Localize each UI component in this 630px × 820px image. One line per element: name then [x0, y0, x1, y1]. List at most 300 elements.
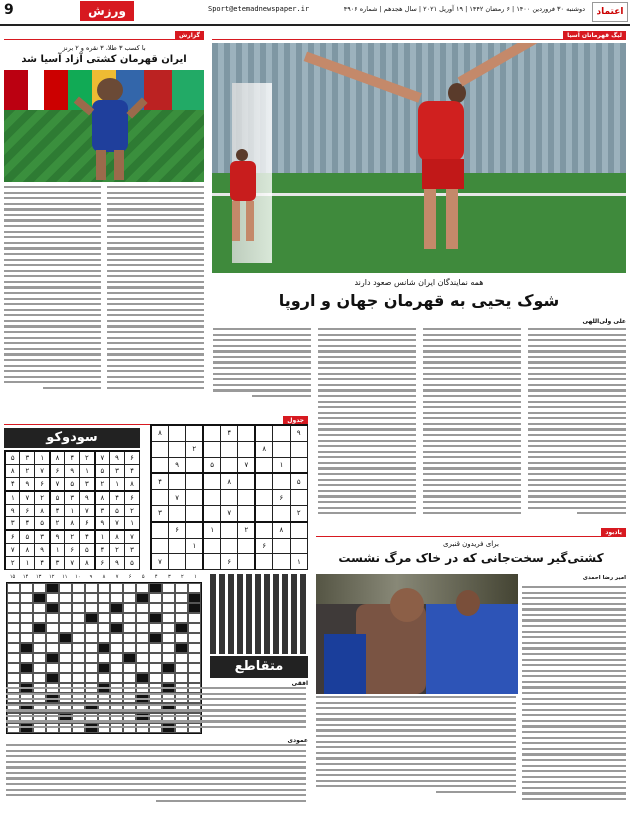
solution-cell: ۲: [110, 544, 125, 557]
solution-cell: ۵: [110, 504, 125, 517]
crossword-cell[interactable]: [175, 583, 188, 593]
sudoku-cell[interactable]: [238, 425, 255, 441]
crossword-column-number: ۱۵: [9, 574, 16, 580]
horizontal-clues: [6, 687, 306, 737]
solution-cell: ۸: [50, 451, 65, 464]
sudoku-cell: ۸: [221, 473, 238, 489]
solution-cell: ۹: [5, 504, 20, 517]
crossword-cell[interactable]: [46, 643, 59, 653]
solution-cell: ۲: [95, 477, 110, 490]
sudoku-cell[interactable]: [255, 505, 272, 521]
crossword-cell[interactable]: [7, 623, 20, 633]
crossword-cell[interactable]: [59, 653, 72, 663]
sudoku-title: سودوکو: [4, 428, 140, 448]
sudoku-cell[interactable]: [255, 457, 272, 473]
sudoku-cell[interactable]: [273, 554, 290, 570]
crossword-column-number: ۵: [141, 574, 145, 580]
crossword-column-number: ۱۰: [75, 574, 81, 580]
crossword-cell[interactable]: [59, 643, 72, 653]
sudoku-cell: ۴: [221, 425, 238, 441]
solution-cell: ۱: [125, 517, 140, 530]
crossword-black-cell: [175, 623, 188, 633]
solution-cell: ۷: [35, 464, 50, 477]
crossword-cell[interactable]: [175, 613, 188, 623]
solution-cell: ۵: [20, 530, 35, 543]
crossword-cell[interactable]: [149, 593, 162, 603]
sudoku-cell: ۹: [168, 457, 185, 473]
main-article-col-4: [213, 328, 311, 401]
crossword-cell[interactable]: [149, 623, 162, 633]
wrestler-photo: [4, 70, 204, 182]
sudoku-cell: ۸: [255, 441, 272, 457]
crossword-cell[interactable]: [33, 643, 46, 653]
solution-cell: ۳: [5, 517, 20, 530]
solution-cell: ۶: [80, 517, 95, 530]
football-photo: [212, 43, 626, 273]
crossword-cell[interactable]: [46, 663, 59, 673]
sudoku-cell[interactable]: [238, 441, 255, 457]
crossword-black-cell: [149, 613, 162, 623]
horizontal-clues-title: افقی: [291, 680, 308, 687]
crossword-cell[interactable]: [33, 613, 46, 623]
section-label: ورزش: [80, 1, 134, 21]
page-number: 9: [4, 2, 14, 18]
crossword-cell[interactable]: [72, 643, 85, 653]
solution-cell: ۵: [95, 464, 110, 477]
solution-cell: ۳: [50, 557, 65, 570]
crossword-cell[interactable]: [162, 613, 175, 623]
crossword-cell[interactable]: [110, 613, 123, 623]
crossword-cell[interactable]: [162, 603, 175, 613]
crossword-cell[interactable]: [20, 613, 33, 623]
sudoku-cell[interactable]: [186, 473, 203, 489]
solution-cell: ۷: [95, 451, 110, 464]
sudoku-cell[interactable]: [203, 473, 220, 489]
crossword-cell[interactable]: [175, 603, 188, 613]
crossword-cell[interactable]: [110, 653, 123, 663]
sudoku-cell[interactable]: [221, 522, 238, 538]
sudoku-cell[interactable]: [186, 425, 203, 441]
crossword-cell[interactable]: [175, 653, 188, 663]
sudoku-cell[interactable]: [186, 554, 203, 570]
solution-cell: ۹: [110, 451, 125, 464]
crossword-cell[interactable]: [7, 633, 20, 643]
sudoku-cell[interactable]: [168, 505, 185, 521]
sudoku-grid: [150, 424, 308, 570]
crossword-cell[interactable]: [162, 623, 175, 633]
crossword-cell[interactable]: [123, 663, 136, 673]
sudoku-cell[interactable]: [273, 473, 290, 489]
sudoku-cell[interactable]: [255, 554, 272, 570]
crossword-cell[interactable]: [188, 633, 201, 643]
solution-cell: ۷: [110, 517, 125, 530]
bottom-article-kicker: برای فریدون قنبری: [443, 540, 499, 548]
crossword-cell[interactable]: [136, 613, 149, 623]
left-article-body-col-2: [4, 186, 101, 392]
vertical-clues: [6, 744, 306, 814]
solution-cell: ۱: [95, 530, 110, 543]
crossword-mini-grid: [210, 574, 308, 654]
crossword-cell[interactable]: [59, 583, 72, 593]
sudoku-cell: ۸: [273, 522, 290, 538]
main-article-col-1: [528, 328, 626, 518]
crossword-cell[interactable]: [85, 633, 98, 643]
sudoku-cell[interactable]: [168, 538, 185, 554]
solution-cell: ۶: [50, 464, 65, 477]
sudoku-cell: ۲: [238, 522, 255, 538]
crossword-cell[interactable]: [98, 633, 111, 643]
sudoku-cell[interactable]: [273, 538, 290, 554]
solution-cell: ۴: [5, 477, 20, 490]
crossword-cell[interactable]: [188, 613, 201, 623]
crossword-cell[interactable]: [123, 603, 136, 613]
crossword-cell[interactable]: [33, 633, 46, 643]
crossword-cell[interactable]: [162, 653, 175, 663]
crossword-cell[interactable]: [136, 623, 149, 633]
crossword-cell[interactable]: [85, 593, 98, 603]
sudoku-cell[interactable]: [186, 505, 203, 521]
crossword-cell[interactable]: [98, 653, 111, 663]
sudoku-cell[interactable]: [255, 473, 272, 489]
solution-cell: ۹: [50, 530, 65, 543]
crossword-black-cell: [98, 663, 111, 673]
crossword-cell[interactable]: [175, 663, 188, 673]
sudoku-cell[interactable]: [221, 457, 238, 473]
sudoku-cell[interactable]: [203, 554, 220, 570]
crossword-black-cell: [175, 643, 188, 653]
crossword-cell[interactable]: [20, 623, 33, 633]
left-article-body-col-1: [107, 186, 204, 392]
solution-cell: ۳: [35, 530, 50, 543]
sudoku-cell[interactable]: [255, 522, 272, 538]
sudoku-cell: ۲: [290, 505, 308, 521]
solution-cell: ۴: [95, 544, 110, 557]
crossword-cell[interactable]: [110, 643, 123, 653]
solution-cell: ۱: [110, 477, 125, 490]
crossword-black-cell: [33, 593, 46, 603]
crossword-cell[interactable]: [123, 633, 136, 643]
crossword-black-cell: [110, 603, 123, 613]
sudoku-cell[interactable]: [168, 425, 185, 441]
solution-cell: ۸: [35, 504, 50, 517]
crossword-cell[interactable]: [72, 653, 85, 663]
crossword-cell[interactable]: [46, 613, 59, 623]
solution-cell: ۷: [65, 557, 80, 570]
crossword-cell[interactable]: [162, 633, 175, 643]
date-line: دوشنبه ۳۰ فروردین ۱۴۰۰ | ۶ رمضان ۱۴۴۲ | ۱۹ آوریل ۲۰۲۱ | سال هجدهم | شماره ۴۹۰۶: [343, 5, 585, 13]
crossword-cell[interactable]: [20, 583, 33, 593]
section-email[interactable]: Sport@etemadnewspaper.ir: [208, 5, 310, 13]
crossword-cell[interactable]: [110, 633, 123, 643]
solution-cell: ۲: [50, 517, 65, 530]
sudoku-cell[interactable]: [290, 490, 308, 506]
solution-cell: ۴: [80, 530, 95, 543]
crossword-cell[interactable]: [188, 643, 201, 653]
solution-cell: ۵: [65, 477, 80, 490]
sudoku-cell[interactable]: [255, 490, 272, 506]
crossword-cell[interactable]: [85, 623, 98, 633]
solution-cell: ۲: [65, 530, 80, 543]
solution-cell: ۹: [110, 557, 125, 570]
crossword-cell[interactable]: [46, 633, 59, 643]
solution-cell: ۷: [80, 504, 95, 517]
crossword-black-cell: [20, 663, 33, 673]
crossword-cell[interactable]: [149, 643, 162, 653]
sudoku-cell[interactable]: [151, 490, 168, 506]
main-article-tag-bar: [212, 31, 626, 40]
crossword-black-cell: [59, 633, 72, 643]
solution-cell: ۱: [5, 491, 20, 504]
crossword-cell[interactable]: [162, 583, 175, 593]
solution-cell: ۸: [125, 477, 140, 490]
sudoku-cell[interactable]: [290, 457, 308, 473]
sudoku-cell: ۵: [290, 473, 308, 489]
crossword-column-number: ۹: [89, 574, 93, 580]
sudoku-cell: ۵: [203, 457, 220, 473]
sudoku-cell[interactable]: [168, 554, 185, 570]
solution-cell: ۳: [110, 464, 125, 477]
sudoku-cell[interactable]: [238, 538, 255, 554]
solution-cell: ۸: [20, 544, 35, 557]
crossword-cell[interactable]: [33, 663, 46, 673]
crossword-black-cell: [33, 623, 46, 633]
crossword-cell[interactable]: [123, 613, 136, 623]
sudoku-cell[interactable]: [186, 490, 203, 506]
solution-cell: ۴: [125, 464, 140, 477]
crossword-cell[interactable]: [98, 603, 111, 613]
crossword-cell[interactable]: [7, 613, 20, 623]
crossword-cell[interactable]: [136, 633, 149, 643]
sudoku-cell: ۹: [290, 425, 308, 441]
solution-cell: ۸: [65, 517, 80, 530]
crossword-cell[interactable]: [136, 653, 149, 663]
sudoku-cell[interactable]: [221, 490, 238, 506]
sudoku-cell[interactable]: [203, 538, 220, 554]
bottom-article-body: [316, 586, 626, 818]
solution-cell: ۴: [20, 517, 35, 530]
left-article-title: ایران قهرمان کشتی آزاد آسیا شد: [21, 54, 187, 65]
sudoku-cell[interactable]: [203, 490, 220, 506]
sudoku-cell[interactable]: [151, 538, 168, 554]
crossword-cell[interactable]: [85, 653, 98, 663]
crossword-cell[interactable]: [123, 623, 136, 633]
crossword-cell[interactable]: [123, 593, 136, 603]
crossword-cell[interactable]: [123, 643, 136, 653]
sudoku-cell[interactable]: [273, 425, 290, 441]
solution-cell: ۶: [125, 451, 140, 464]
sudoku-cell: ۷: [221, 505, 238, 521]
crossword-cell[interactable]: [162, 643, 175, 653]
sudoku-solution-grid: [4, 450, 140, 570]
sudoku-cell: ۳: [151, 505, 168, 521]
crossword-cell[interactable]: [136, 663, 149, 673]
crossword-cell[interactable]: [110, 663, 123, 673]
crossword-cell[interactable]: [85, 603, 98, 613]
crossword-black-cell: [136, 593, 149, 603]
solution-cell: ۶: [95, 557, 110, 570]
crossword-cell[interactable]: [72, 663, 85, 673]
crossword-cell[interactable]: [72, 633, 85, 643]
sudoku-cell[interactable]: [151, 522, 168, 538]
crossword-cell[interactable]: [98, 583, 111, 593]
sudoku-cell[interactable]: [168, 441, 185, 457]
crossword-cell[interactable]: [7, 603, 20, 613]
crossword-cell[interactable]: [136, 603, 149, 613]
crossword-cell[interactable]: [59, 613, 72, 623]
crossword-cell[interactable]: [85, 583, 98, 593]
crossword-cell[interactable]: [59, 593, 72, 603]
crossword-black-cell: [46, 583, 59, 593]
solution-cell: ۶: [35, 477, 50, 490]
solution-cell: ۹: [65, 464, 80, 477]
crossword-black-cell: [162, 663, 175, 673]
crossword-cell[interactable]: [7, 643, 20, 653]
solution-cell: ۶: [65, 544, 80, 557]
sudoku-cell[interactable]: [290, 538, 308, 554]
crossword-cell[interactable]: [72, 593, 85, 603]
crossword-cell[interactable]: [33, 603, 46, 613]
sudoku-cell: ۱: [290, 554, 308, 570]
solution-cell: ۷: [125, 530, 140, 543]
main-article-col-3: [318, 328, 416, 518]
crossword-cell[interactable]: [20, 653, 33, 663]
sudoku-table: [150, 424, 308, 570]
puzzle-tag: جدول: [283, 416, 308, 425]
main-article-title: شوک یحیی به قهرمان جهان و اروپا: [278, 291, 560, 310]
crossword-column-number: ۷: [115, 574, 119, 580]
solution-table: [4, 450, 140, 570]
crossword-cell[interactable]: [7, 583, 20, 593]
crossword-cell[interactable]: [7, 593, 20, 603]
sudoku-cell[interactable]: [273, 505, 290, 521]
crossword-cell[interactable]: [46, 593, 59, 603]
solution-cell: ۲: [5, 557, 20, 570]
sudoku-cell[interactable]: [186, 522, 203, 538]
solution-cell: ۴: [65, 451, 80, 464]
crossword-black-cell: [98, 643, 111, 653]
crossword-black-cell: [123, 653, 136, 663]
crossword-cell[interactable]: [33, 583, 46, 593]
crossword-black-cell: [149, 633, 162, 643]
crossword-cell[interactable]: [188, 623, 201, 633]
solution-cell: ۴: [50, 504, 65, 517]
left-article-body: [4, 186, 204, 416]
sudoku-cell[interactable]: [203, 505, 220, 521]
crossword-cell[interactable]: [149, 653, 162, 663]
crossword-cell[interactable]: [33, 653, 46, 663]
crossword-cell[interactable]: [85, 663, 98, 673]
crossword-cell[interactable]: [149, 663, 162, 673]
solution-cell: ۶: [5, 530, 20, 543]
sudoku-cell[interactable]: [203, 425, 220, 441]
crossword-cell[interactable]: [98, 593, 111, 603]
sudoku-cell[interactable]: [273, 441, 290, 457]
sudoku-cell[interactable]: [221, 441, 238, 457]
solution-cell: ۵: [50, 491, 65, 504]
sudoku-cell: ۸: [151, 425, 168, 441]
bottom-article-tag-bar: [316, 528, 626, 537]
crossword-cell[interactable]: [149, 603, 162, 613]
crossword-cell[interactable]: [188, 653, 201, 663]
main-article-tag: لیگ قهرمانان آسیا: [563, 31, 626, 40]
crossword-cell[interactable]: [72, 603, 85, 613]
crossword-black-cell: [188, 593, 201, 603]
crossword-cell[interactable]: [110, 593, 123, 603]
crossword-cell[interactable]: [7, 663, 20, 673]
sudoku-cell[interactable]: [238, 554, 255, 570]
sudoku-cell[interactable]: [203, 441, 220, 457]
crossword-cell[interactable]: [85, 643, 98, 653]
crossword-cell[interactable]: [188, 583, 201, 593]
crossword-cell[interactable]: [175, 633, 188, 643]
sudoku-cell[interactable]: [186, 457, 203, 473]
crossword-cell[interactable]: [59, 663, 72, 673]
crossword-cell[interactable]: [98, 613, 111, 623]
crossword-cell[interactable]: [72, 583, 85, 593]
solution-cell: ۳: [80, 477, 95, 490]
crossword-cell[interactable]: [20, 593, 33, 603]
solution-cell: ۹: [80, 491, 95, 504]
left-article-kicker: با کسب ۳ طلا، ۳ نقره و ۲ برنز: [62, 44, 146, 52]
crossword-cell[interactable]: [72, 613, 85, 623]
crossword-cell[interactable]: [98, 623, 111, 633]
crossword-cell[interactable]: [59, 623, 72, 633]
crossword-cell[interactable]: [188, 663, 201, 673]
sudoku-cell[interactable]: [168, 473, 185, 489]
crossword-cell[interactable]: [59, 603, 72, 613]
sudoku-cell: ۷: [151, 554, 168, 570]
solution-cell: ۱: [20, 557, 35, 570]
sudoku-cell[interactable]: [238, 490, 255, 506]
crossword-cell[interactable]: [20, 603, 33, 613]
sudoku-cell[interactable]: [290, 522, 308, 538]
sudoku-cell[interactable]: [151, 441, 168, 457]
newspaper-logo: اعتماد: [592, 2, 628, 22]
crossword-cell[interactable]: [162, 593, 175, 603]
sudoku-cell[interactable]: [151, 457, 168, 473]
sudoku-cell[interactable]: [221, 538, 238, 554]
crossword-cell[interactable]: [136, 583, 149, 593]
main-article-author: علی ولی‌اللهی: [582, 318, 626, 325]
crossword-column-number: ۱۴: [22, 574, 29, 580]
crossword-column-number: ۸: [102, 574, 106, 580]
crossword-cell[interactable]: [72, 623, 85, 633]
sudoku-cell: ۶: [255, 538, 272, 554]
crossword-cell[interactable]: [46, 623, 59, 633]
sudoku-cell[interactable]: [290, 441, 308, 457]
sudoku-cell[interactable]: [238, 473, 255, 489]
crossword-cell[interactable]: [175, 593, 188, 603]
crossword-cell[interactable]: [7, 653, 20, 663]
sudoku-cell[interactable]: [255, 425, 272, 441]
solution-cell: ۵: [5, 451, 20, 464]
sudoku-cell: ۴: [151, 473, 168, 489]
solution-cell: ۳: [20, 451, 35, 464]
crossword-title: متقاطع: [210, 656, 308, 678]
sudoku-cell: ۲: [186, 441, 203, 457]
crossword-cell[interactable]: [136, 643, 149, 653]
crossword-cell[interactable]: [123, 583, 136, 593]
crossword-cell[interactable]: [110, 583, 123, 593]
bottom-article-col-1: [522, 586, 626, 804]
crossword-black-cell: [85, 613, 98, 623]
solution-cell: ۲: [80, 451, 95, 464]
crossword-cell[interactable]: [20, 633, 33, 643]
main-article-kicker: همه نمایندگان ایران شانس صعود دارند: [354, 278, 484, 287]
sudoku-cell[interactable]: [238, 505, 255, 521]
sudoku-cell: ۱: [186, 538, 203, 554]
solution-cell: ۲: [20, 464, 35, 477]
